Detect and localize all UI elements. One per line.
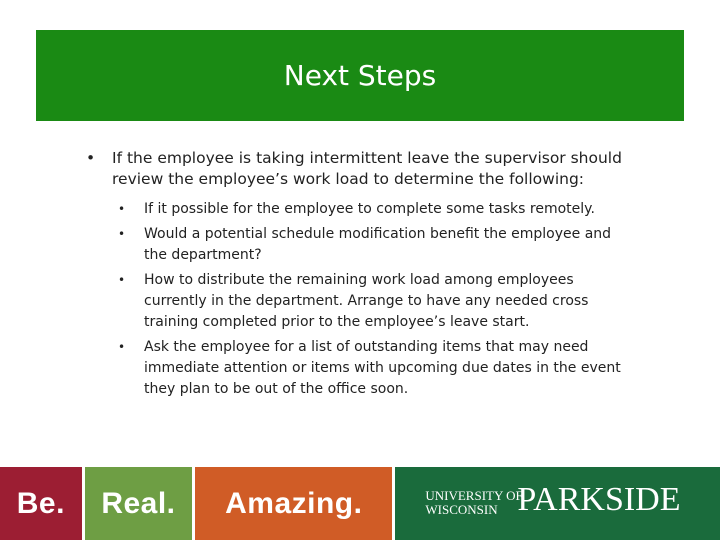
sub-bullet-2: • Would a potential schedule modification benefit the employee and the department?: [86, 224, 634, 266]
title-banner: [36, 30, 684, 121]
sub-bullet-3: • How to distribute the remaining work load among employees currently in the department. Arrange to have any needed cross training completed prior to the employee’s leave start.: [86, 270, 634, 333]
footer-real-block: [85, 467, 193, 540]
footer-amazing-block: [195, 467, 392, 540]
logo-line-2: WISCONSIN: [425, 502, 498, 517]
footer-be-block: [0, 467, 82, 540]
slide-content: [86, 148, 646, 404]
footer-real-text: Real.: [101, 486, 176, 520]
sub-bullet-list: [86, 199, 646, 400]
sub-bullet-1: • If it possible for the employee to complete some tasks remotely.: [86, 199, 634, 220]
logo-parkside-text: PARKSIDE: [517, 481, 681, 518]
footer-banner: [0, 467, 720, 540]
footer-amazing-text: Amazing.: [225, 486, 363, 520]
sub-bullet-4: • Ask the employee for a list of outstanding items that may need immediate attention or items with upcoming due dates in the event they plan to be out of the office soon.: [86, 337, 634, 400]
university-logo: [395, 467, 720, 540]
logo-university-text: [425, 489, 522, 517]
footer-be-text: Be.: [16, 486, 65, 520]
logo-line-1: UNIVERSITY OF: [425, 488, 523, 503]
main-bullet: • If the employee is taking intermittent leave the supervisor should review the employee’s work load to determine the following:: [86, 148, 646, 190]
slide-title: Next Steps: [283, 59, 437, 92]
